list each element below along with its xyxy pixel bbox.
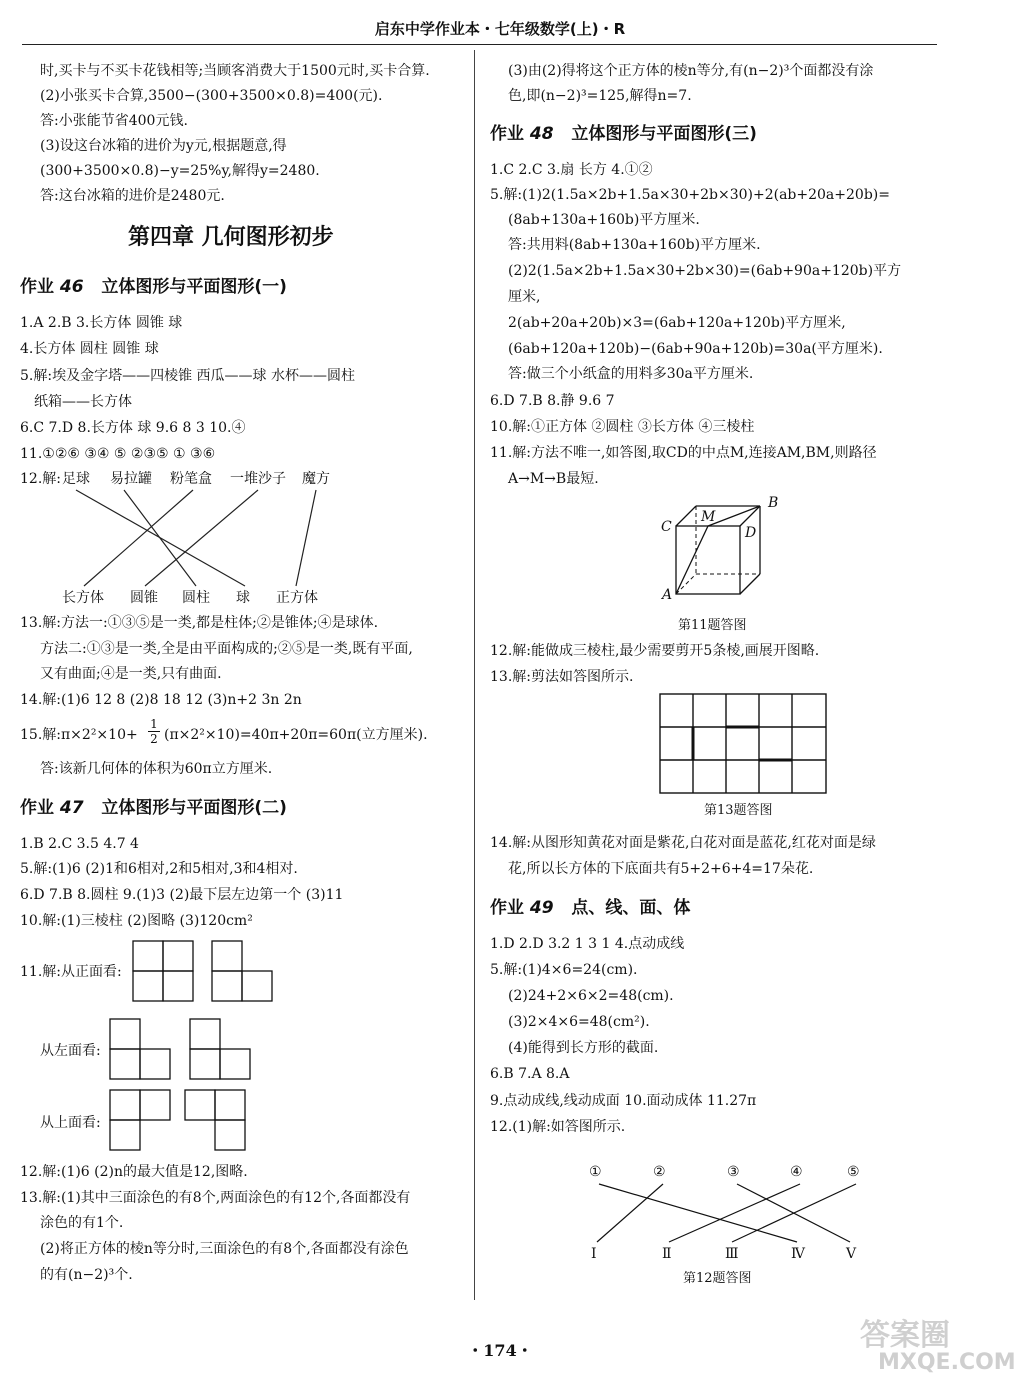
answer-line: 10.解:(1)三棱柱 (2)图略 (3)120cm² [20,913,253,929]
answer-line: 的有(n−2)³个. [40,1267,133,1283]
answer-line: 涂色的有1个. [40,1215,124,1231]
answer-line: (π×2²×10)=40π+20π=60π(立方厘米). [164,727,428,743]
match-bottom-label: Ⅳ [791,1246,805,1262]
section-number: 49 [529,898,554,918]
text-line: (2)小张买卡合算,3500−(300+3500×0.8)=400(元). [40,88,383,104]
answer-line: 1.D 2.D 3.2 1 3 1 4.点动成线 [490,936,685,952]
answer-line: 答:共用料(8ab+130a+160b)平方厘米. [508,237,761,253]
answer-line: 方法二:①③是一类,全是由平面构成的;②⑤是一类,既有平面, [40,641,413,657]
answer-line: (2)24+2×6×2=48(cm). [508,988,674,1004]
answer-line: 答:做三个小纸盒的用料多30a平方厘米. [508,366,754,382]
answer-line: 5.解:埃及金字塔——四棱锥 西瓜——球 水杯——圆柱 [20,368,355,384]
answer-line: 又有曲面;④是一类,只有曲面. [40,666,222,682]
figure-caption: 第11题答图 [678,618,747,633]
text-line: 色,即(n−2)³=125,解得n=7. [508,88,692,104]
answer-line: 5.解:(1)6 (2)1和6相对,2和5相对,3和4相对. [20,861,298,877]
answer-line: 厘米, [508,289,541,305]
answer-line: (4)能得到长方形的截面. [508,1040,659,1056]
match-top-label: 足球 [62,471,90,487]
match-bottom-label: 球 [236,590,250,606]
answer-line: (2)2(1.5a×2b+1.5a×30+2b×30)=(6ab+90a+120b)平方 [508,263,902,279]
answer-line: 6.B 7.A 8.A [490,1066,570,1082]
answer-line: 5.解:(1)2(1.5a×2b+1.5a×30+2b×30)+2(ab+20a+20b)= [490,187,890,203]
match-top-label: 魔方 [302,471,330,487]
answer-line: 从左面看: [40,1043,101,1059]
section-number: 48 [529,124,554,144]
answer-line: A→M→B最短. [508,471,599,487]
answer-line: 11.①②⑥ ③④ ⑤ ②③⑤ ① ③⑥ [20,446,216,462]
answer-line: 12.解:(1)6 (2)n的最大值是12,图略. [20,1164,248,1180]
match-top-label: 一堆沙子 [230,471,286,487]
section-title: 立体图形与平面图形(二) [101,798,287,818]
vertex-label-c: C [661,519,672,535]
match-top-label: ⑤ [847,1164,860,1180]
match-top-label: ① [589,1164,602,1180]
match-top-label: ③ [727,1164,740,1180]
text-line: 答:小张能节省400元钱. [40,113,188,129]
answer-line: 答:该新几何体的体积为60π立方厘米. [40,761,273,777]
answer-line: 1.A 2.B 3.长方体 圆锥 球 [20,315,183,331]
match-top-label: 易拉罐 [110,471,152,487]
fraction-denominator: 2 [148,731,160,746]
answer-line: 纸箱——长方体 [34,394,132,410]
section-label: 作业 [490,124,524,144]
match-bottom-label: 长方体 [62,590,104,606]
section-title: 点、线、面、体 [571,898,691,918]
match-top-label: ④ [790,1164,803,1180]
match-bottom-label: 圆柱 [182,590,210,606]
page-header-title: 启东中学作业本・七年级数学(上)・R [374,20,626,38]
answer-line: 10.解:①正方体 ②圆柱 ③长方体 ④三棱柱 [490,419,755,435]
answer-line: 13.解:(1)其中三面涂色的有8个,两面涂色的有12个,各面都没有 [20,1190,411,1206]
match-bottom-label: Ⅴ [846,1246,857,1262]
section-title: 立体图形与平面图形(三) [571,124,757,144]
answer-line: 4.长方体 圆柱 圆锥 球 [20,341,159,357]
watermark-logo: 答案圈 [860,1318,950,1353]
answer-line: 14.解:从图形知黄花对面是紫花,白花对面是蓝花,红花对面是绿 [490,835,876,851]
section-title: 立体图形与平面图形(一) [101,277,287,297]
answer-line: 11.解:方法不唯一,如答图,取CD的中点M,连接AM,BM,则路径 [490,445,877,461]
answer-line: 13.解:剪法如答图所示. [490,669,634,685]
match-bottom-label: 正方体 [276,590,318,606]
fraction-numerator: 1 [150,717,158,731]
answer-line: 6.D 7.B 8.圆柱 9.(1)3 (2)最下层左边第一个 (3)11 [20,887,344,903]
section-label: 作业 [20,277,54,297]
vertex-label-m: M [701,509,716,525]
text-line: (3)由(2)得将这个正方体的棱n等分,有(n−2)³个面都没有涂 [508,63,874,79]
answer-line: 1.B 2.C 3.5 4.7 4 [20,836,139,852]
match-bottom-label: Ⅱ [662,1246,672,1262]
vertex-label-d: D [745,525,757,541]
answer-line: 12.(1)解:如答图所示. [490,1119,626,1135]
vertex-label-a: A [662,587,673,603]
chapter-title: 第四章 几何图形初步 [128,225,334,250]
watermark-url: MXQE.COM [878,1350,1016,1375]
answer-line: 2(ab+20a+20b)×3=(6ab+120a+120b)平方厘米, [508,315,846,331]
vertex-label-b: B [768,495,779,511]
section-number: 47 [59,798,84,818]
answer-line: 6.C 7.D 8.长方体 球 9.6 8 3 10.④ [20,420,246,436]
answer-line: 花,所以长方体的下底面共有5+2+6+4=17朵花. [508,861,814,877]
figure-caption: 第12题答图 [683,1271,752,1286]
match-top-label: ② [653,1164,666,1180]
answer-line: 12.解:能做成三棱柱,最少需要剪开5条棱,画展开图略. [490,643,820,659]
page-number: ・174・ [467,1341,533,1360]
answer-line: 12.解: [20,471,61,487]
answer-line: (6ab+120a+120b)−(6ab+90a+120b)=30a(平方厘米). [508,341,883,357]
section-number: 46 [59,277,84,297]
answer-line: 9.点动成线,线动成面 10.面动成体 11.27π [490,1093,757,1109]
answer-line: 1.C 2.C 3.扇 长方 4.①② [490,162,653,178]
match-bottom-label: Ⅲ [725,1246,739,1262]
answer-line: 5.解:(1)4×6=24(cm). [490,962,638,978]
match-bottom-label: 圆锥 [130,590,158,606]
text-line: 时,买卡与不买卡花钱相等;当顾客消费大于1500元时,买卡合算. [40,63,430,79]
answer-line: (2)将正方体的棱n等分时,三面涂色的有8个,各面都没有涂色 [40,1241,409,1257]
section-label: 作业 [490,898,524,918]
answer-line: 14.解:(1)6 12 8 (2)8 18 12 (3)n+2 3n 2n [20,692,302,708]
answer-line: 15.解:π×2²×10+ [20,727,138,743]
answer-line: 6.D 7.B 8.静 9.6 7 [490,393,615,409]
match-top-label: 粉笔盒 [170,471,212,487]
match-bottom-label: Ⅰ [591,1246,597,1262]
answer-line: 从上面看: [40,1115,101,1131]
section-label: 作业 [20,798,54,818]
answer-line: (3)2×4×6=48(cm²). [508,1014,650,1030]
figure-caption: 第13题答图 [704,803,773,818]
answer-line: 13.解:方法一:①③⑤是一类,都是柱体;②是锥体;④是球体. [20,615,379,631]
text-line: (300+3500×0.8)−y=25%y,解得y=2480. [40,163,320,179]
text-line: (3)设这台冰箱的进价为y元,根据题意,得 [40,138,287,154]
answer-line: (8ab+130a+160b)平方厘米. [508,212,700,228]
text-line: 答:这台冰箱的进价是2480元. [40,188,225,204]
answer-line: 11.解:从正面看: [20,964,122,980]
